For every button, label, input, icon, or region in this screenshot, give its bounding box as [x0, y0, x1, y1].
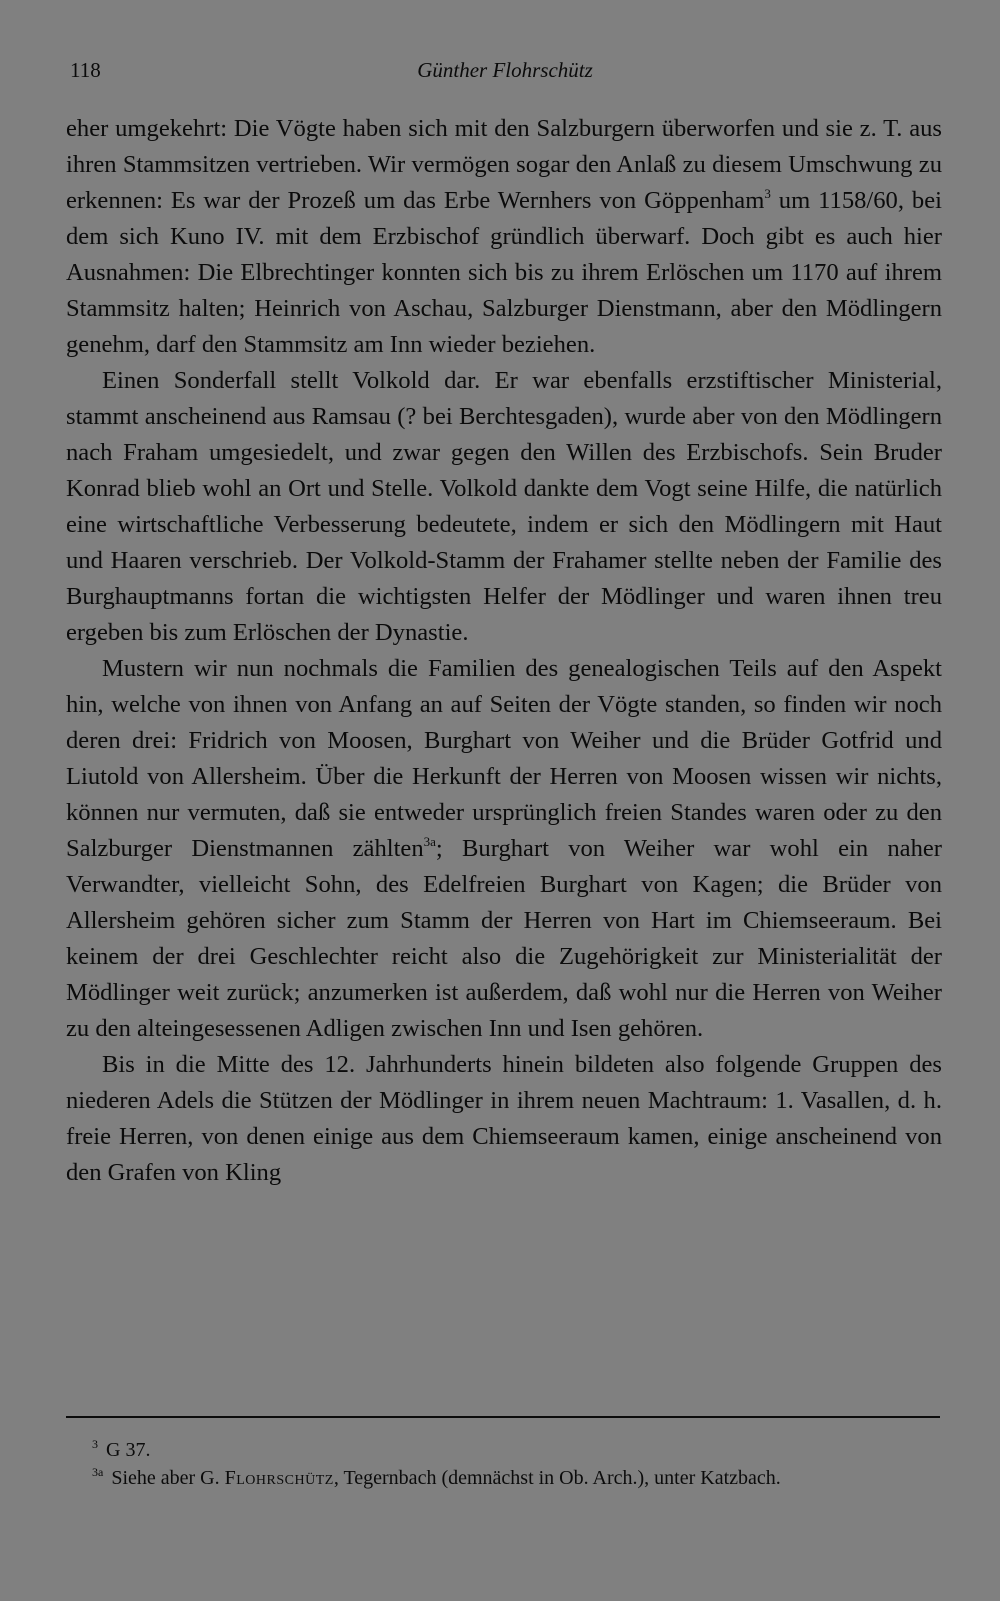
- footnote-3-marker: 3: [92, 1437, 98, 1451]
- paragraph-3: [66, 651, 942, 1047]
- paragraph-1-text-b: um 1158/60, bei dem sich Kuno IV. mit dem Erzbischof gründlich überwarf. Doch gibt es auch hier Ausnahmen: Die Elbrechtinger konnten sich bis zu ihrem Erlöschen um 1170 auf ihrem Stammsitz halten; Heinrich von Aschau, Salzburger Dienstmann, aber den Mödlingern genehm, darf den Stammsitz am Inn wieder beziehen.: [66, 187, 942, 358]
- body-text: [66, 111, 942, 1191]
- paragraph-1-text-a: eher umgekehrt: Die Vögte haben sich mit den Salzburgern überworfen und sie z. T. aus ihren Stammsitzen vertrieben. Wir vermögen sogar den Anlaß zu diesem Umschwung zu erkennen: Es war der Prozeß um das Erbe Wernhers von Göppenham: [66, 115, 942, 214]
- footnote-3-text: G 37.: [106, 1439, 151, 1461]
- footnote-3a-author: Flohrschütz: [224, 1467, 334, 1489]
- footnote-3: [66, 1436, 942, 1464]
- paragraph-3-text-b: ; Burghart von Weiher war wohl ein naher Verwandter, vielleicht Sohn, des Edelfreien Burghart von Kagen; die Brüder von Allersheim gehören sicher zum Stamm der Herren von Hart im Chiemseeraum. Bei keinem der drei Geschlechter reicht also die Zugehörigkeit zur Ministerialität der Mödlinger weit zurück; anzumerken ist außerdem, daß wohl nur die Herren von Weiher zu den alteingesessenen Adligen zwischen Inn und Isen gehören.: [66, 835, 942, 1042]
- page-number: 118: [70, 58, 101, 82]
- paragraph-3-text-a: Mustern wir nun nochmals die Familien des genealogischen Teils auf den Aspekt hin, welche von ihnen von Anfang an auf Seiten der Vögte standen, so finden wir noch deren drei: Fridrich von Moosen, Burghart von Weiher und die Brüder Gotfrid und Liutold von Allersheim. Über die Herkunft der Herren von Moosen wissen wir nichts, können nur vermuten, daß sie entweder ursprünglich freien Standes waren oder zu den Salzburger Dienstmannen zählten: [66, 655, 942, 862]
- footnote-3a-text-pre: Siehe aber G.: [111, 1467, 225, 1489]
- page-header: [70, 58, 940, 90]
- footnote-divider: [66, 1416, 940, 1418]
- footnote-ref-3: 3: [764, 186, 771, 201]
- paragraph-1: [66, 111, 942, 363]
- footnote-3a-text-post: , Tegernbach (demnächst in Ob. Arch.), unter Katzbach.: [333, 1467, 781, 1489]
- running-head: Günther Flohrschütz: [417, 58, 593, 82]
- paragraph-4: Bis in die Mitte des 12. Jahrhunderts hinein bildeten also folgende Gruppen des niederen Adels die Stützen der Mödlinger in ihrem neuen Machtraum: 1. Vasallen, d. h. freie Herren, von denen einige aus dem Chiemseeraum kamen, einige anscheinend von den Grafen von Kling: [66, 1051, 942, 1186]
- paragraph-2: Einen Sonderfall stellt Volkold dar. Er war ebenfalls erzstiftischer Ministerial, stammt anscheinend aus Ramsau (? bei Berchtesgaden), wurde aber von den Mödlingern nach Fraham umgesiedelt, und zwar gegen den Willen des Erzbischofs. Sein Bruder Konrad blieb wohl an Ort und Stelle. Volkold dankte dem Vogt seine Hilfe, die natürlich eine wirtschaftliche Verbesserung bedeutete, indem er sich den Mödlingern mit Haut und Haaren verschrieb. Der Volkold-Stamm der Frahamer stellte neben der Familie des Burghauptmanns fortan die wichtigsten Helfer der Mödlinger und waren ihnen treu ergeben bis zum Erlöschen der Dynastie.: [66, 367, 942, 646]
- footnote-3a: [66, 1464, 942, 1492]
- footnotes: [66, 1436, 942, 1492]
- footnote-ref-3a: 3a: [423, 834, 436, 849]
- footnote-3a-marker: 3a: [92, 1465, 104, 1479]
